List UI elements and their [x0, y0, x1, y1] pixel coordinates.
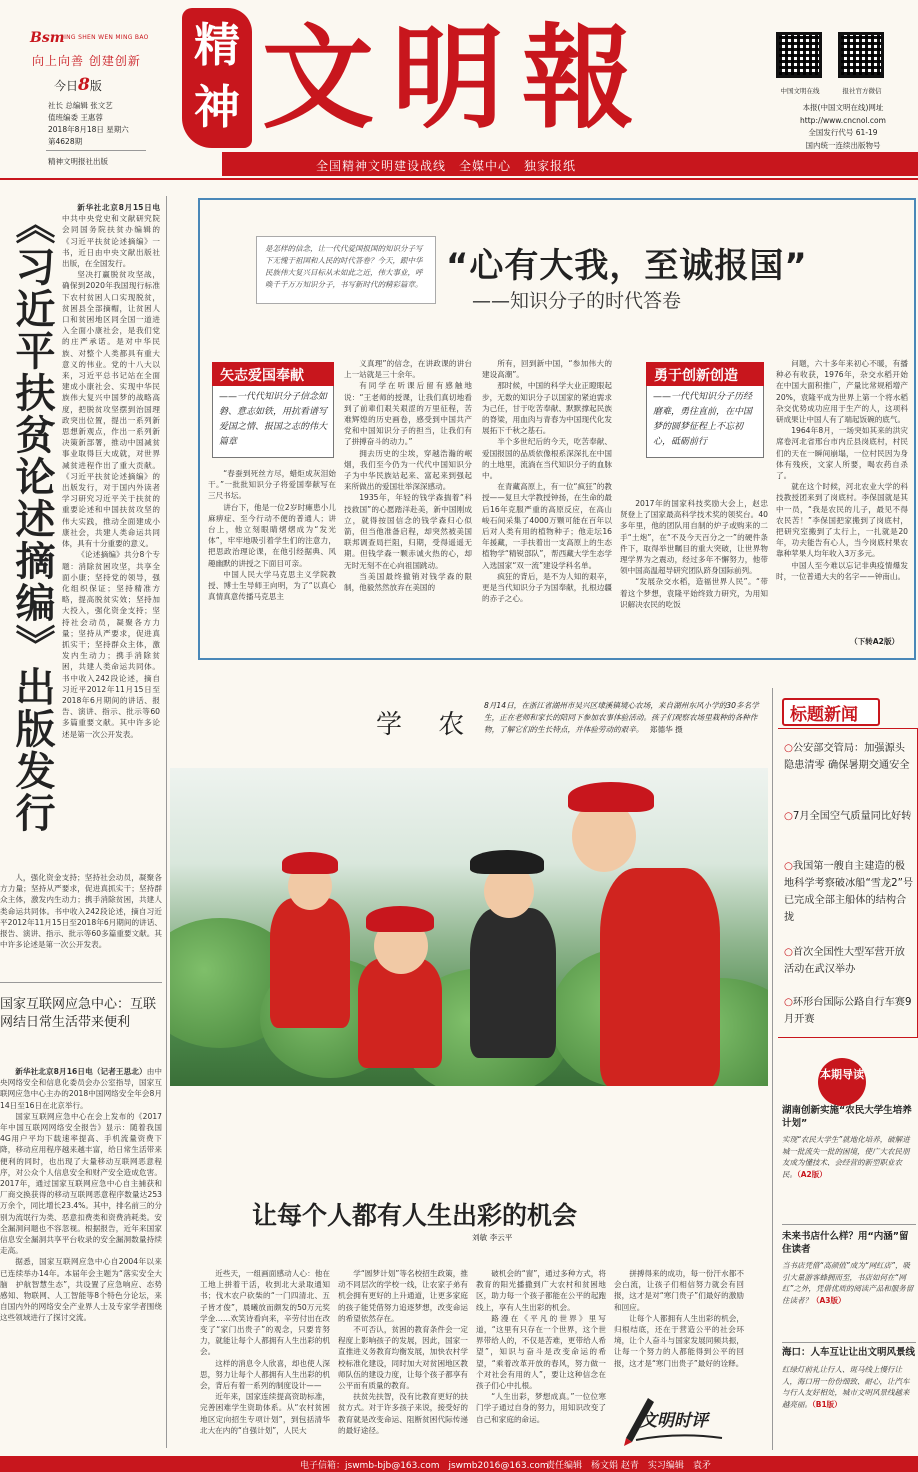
bottom-column	[338, 1268, 468, 1450]
paragraph: 国家互联网应急中心在会上发布的《2017年中国互联网网络安全报告》显示：随着我国4G用户平均下载速率提高、手机流量资费下降，移动应用程序越来越丰富，给日常生活带来便利的同时，也出现了大量移动互联网恶意程序，对公众个人信息安全和财产安全造成危害。2017年，通过国家互联网应急中心自主捕获和厂商交换获得的移动互联网恶意程序数量达253万余个，同比增长23.4%。其中，排名前三的分别为流氓行为类、恶意扣费类和资费消耗类。安全漏洞问题也不容忽视。根据报告，近年来国家信息安全漏洞共享平台收录的安全漏洞数量持续走高。	[0, 1111, 162, 1256]
photo-caption	[484, 700, 760, 736]
paragraph: 中国人至今难以忘记非典疫情爆发时，一位普通大夫的名字——钟南山。	[776, 560, 908, 581]
slogan: 向上向善 创建创新	[32, 54, 141, 68]
paragraph: 近些天，一组画面感动人心：他在工地上拼着干活，收到北大录取通知书；伐木农户砍柴的“一门四清北、五子皆才俊”，晨曦放而颇发的50万元奖学金……欢笑诗看向来，辛劳付出在改变了“家门出贵子”的观念，只要肯努力，就能让每个人都拥有人生出彩的机会。	[200, 1269, 330, 1357]
header-rule	[0, 178, 918, 180]
guide-page-ref: （B1版）	[812, 1399, 842, 1409]
guide-item-body: 实现“农民大学生”就地化培养，破解进城一批流失一批的困境，使广大农民朋友成为懂技术、会经营的新型职业农民。（A2版）	[782, 1135, 910, 1179]
section-pill: 矢志爱国奉献	[212, 362, 334, 386]
bullet-icon: ○	[784, 743, 793, 754]
column-divider	[166, 196, 167, 1448]
guide-item-title[interactable]: 未来书店什么样？用“内涵”留住读者	[782, 1231, 909, 1255]
news-item[interactable]	[784, 994, 914, 1028]
guide-badge: 本期导读	[818, 1058, 866, 1106]
paragraph: 拼搏得来的成功，每一份汗水都不会白流，让孩子们相信努力就会有回报，这才是对“寒门贵子”们最好的激励和回应。	[614, 1269, 744, 1312]
bullet-icon: ○	[784, 947, 793, 958]
news-item[interactable]	[784, 944, 914, 978]
continued-link[interactable]: （下转A2版）	[850, 637, 900, 646]
paragraph: 拥去历史的尘埃，穿越浩瀚的岷烟，我们至今仍为一代代中国知识分子为中华民族站起来、富起来到强起来所做出的爱国壮举深深感动。	[344, 448, 472, 492]
paragraph: 当美国最终撤销对钱学森的限制，他毅然然放弃在美国的	[344, 571, 472, 593]
header-divider	[46, 150, 146, 151]
brand-pinyin: JING SHEN WEN MING BAO	[62, 34, 149, 41]
guide-item-body: 当书店凭借“高颜值”成为“网红店”，吸引大量游客蜂拥而至，书店如何在“网红”之外，凭借优质的阅读产品和服务留住读者？（A3版）	[782, 1261, 914, 1305]
today-unit: 版	[89, 79, 102, 93]
news-item-text: 公安部交管局：加强源头隐患清零 确保暑期交通安全	[784, 743, 910, 771]
guide-item-title[interactable]: 海口：人车互让让出文明风景线	[782, 1347, 916, 1358]
paragraph: “发展杂交水稻，造福世界人民”。“带着这个梦想，袁隆平始终致力研究，为用知识解决农民的吃饭	[620, 577, 768, 609]
tagline: 全国精神文明建设战线 全媒中心 独家报纸	[316, 159, 577, 173]
photo-credit: 郑德华 摄	[649, 725, 683, 734]
lead-article-continue	[0, 872, 162, 962]
staff-line: 第4628期	[48, 137, 83, 146]
caption-text: 8月14日，在浙江省湖州市吴兴区埭溪镇境心农场，来自湖州东风小学的30多名学生，正在老师和家长的陪同下参加农事体验活动。孩子们观察农场里栽种的各种作物，了解它们的生长特点，并体验劳动的艰辛。	[484, 701, 759, 734]
photo-section-title: 学 农	[376, 710, 479, 740]
news-item-text: 首次全国性大型军营开放活动在武汉举办	[784, 947, 905, 975]
dateline: 新华社北京8月15日电	[77, 203, 160, 212]
paragraph: 近年来，国家连续提高资助标准，完善困难学生资助体系。从“农村贫困地区定向招生专项计划”，到包括清华北大在内的“自强计划”，人民大	[200, 1392, 330, 1435]
feature-title: “心有大我，至诚报国”	[446, 246, 808, 286]
news-item[interactable]	[784, 740, 914, 774]
paragraph: 义真理”的信念，在讲政课的讲台上一站就是三十余年。	[344, 359, 472, 380]
staff-line: 2018年8月18日 星期六	[48, 125, 129, 134]
news-item-text: 7月全国空气质量同比好转	[792, 811, 912, 822]
paragraph: 路漫在《平凡的世界》里写道，“这里有只存在一个世界，这个世界带给人的，不仅是苦难，更带给人希望”，知识与奋斗是改变命运的希望，“乘着改革开放的春风，努力做一个对社会有用的人”，要让这种信念在孩子们心中扎根。	[476, 1313, 606, 1391]
second-headline: 国家互联网应急中心：互联网结日常生活带来便利	[0, 997, 157, 1030]
second-article-body	[0, 1066, 162, 1428]
today-pages	[54, 75, 102, 95]
paragraph: “春蚕到死丝方尽，蜡炬成灰泪始干。”一批批知识分子将爱国奉献写在三尺书坛。	[208, 469, 336, 501]
bottom-column	[476, 1268, 606, 1450]
bullet-icon: ○	[784, 811, 793, 822]
staff-line: 社长 总编辑 张文艺	[48, 101, 113, 110]
column-divider	[0, 982, 162, 983]
qr-label: 中国文明在线	[780, 87, 820, 95]
feature-column	[344, 358, 472, 648]
news-item-text: 我国第一艘自主建造的极地科学考察破冰船“雪龙2”号已完成全部主船体的结构合拢	[784, 861, 914, 923]
lead-article-body	[62, 202, 160, 870]
paragraph: 这样的消息令人欣喜，却也使人深思，努力让每个人都拥有人生出彩的机会，背后有着一系列的制度设计——	[200, 1358, 330, 1391]
masthead-seal: 精神	[182, 8, 252, 148]
paragraph: 让每个人都拥有人生出彩的机会，归根结底，还在于营造公平的社会环境，让个人奋斗与国家发展同频共振，让每一个努力的人都能得到公平的回报，这才是“寒门出贵子”最好的诠释。	[614, 1313, 744, 1368]
paragraph: 在青藏高原上，有一位“疯狂”的教授——复旦大学教授钟扬，在生命的最后16年克服严重的高原反应，在高山峻石间采集了4000万颗可能在百年以后对人类有用的植物种子；他走坛16年援藏，一手扶着出一支高原上的生态植物学“精锐部队”，帮西藏大学生态学入选国家“双一流”建设学科名单。	[482, 482, 612, 570]
contact-line: 国内统一连续出版物号	[805, 140, 881, 150]
paragraph: 学“圆梦计划”等名校招生政策，推动不同层次的学校一线，让农家子弟有机会拥有更好的上升通道，让更多家庭的孩子能凭借努力追逐梦想，改变命运的希望依然存在。	[338, 1269, 468, 1323]
commentary-stamp: 文明时评	[640, 1411, 708, 1431]
contact-line: 全国发行代号 61-19	[808, 128, 878, 137]
paragraph: 问题，六十多年来初心不暖，有播种必有收获，1976年，杂交水稻开始在中国大面积推广，产量比常规稻增产20%，袁隆平成为世界上第一个将水稻杂交优势成功应用于生产的人，这项科研成果让中国人有了端起饭碗的底气。	[776, 359, 908, 425]
paragraph: 疯狂的背后，是不为人知的艰辛，更是当代知识分子为国奉献，扎根边疆的赤子之心。	[482, 571, 612, 604]
bottom-column	[614, 1268, 744, 1386]
guide-divider	[782, 1224, 916, 1225]
guide-item-title[interactable]: 湖南创新实施“农民大学生培养计划”	[782, 1105, 912, 1129]
paragraph: 1964年8月，一场突如其来的洪灾席卷河北省邢台市内丘县岗底村，村民们的天在一瞬间崩塌，一位村民因为身体有残疾，文家人所要，喝农药自杀了。	[776, 426, 908, 481]
paragraph: 2017年的国家科技奖励大会上，赵忠贤登上了国家最高科学技术奖的领奖台。40多年里，他的团队用自制的炉子或购来的二手“土炮”，在“不及今天百分之一”的硬件条件下，取得举世瞩目的重大突破，让世界物理学界为之震动，经过多年不懈努力，他带领中国高温超导研究团队跻身国际前列。	[620, 499, 768, 576]
guide-item-body: 红绿灯前礼让行人、斑马线上慢行让人，海口用一份份细致、耐心，让汽车与行人友好相处，城市文明风景线越来越亮丽。（B1版）	[782, 1365, 910, 1409]
paragraph: 由中央网络安全和信息化委员会办公室指导，国家互联网应急中心主办的2018中国网络安全年会8月14日至16日在北京举行。	[0, 1067, 162, 1110]
bottom-byline: 刘敏 李云平	[472, 1233, 513, 1242]
bullet-icon: ○	[784, 997, 793, 1008]
paragraph: 讲台下，他是一位2岁时瘫患小儿麻痹症、至今行动不便的普通人；讲台上，他立刻眼睛熠熠成为“发光体”，牢牢地吸引着学生们的注意力，把思政治理论课，在他引经据典、风趣幽默的讲授之下面目可亲。	[208, 502, 336, 568]
paragraph: 1935年，年轻的钱学森揣着“科技救国”的心愿踏洋赴美，新中国刚成立，就得按国信念的钱学森归心似箭，但当他准备启程，却突然被美国联邦调查局拦阻，归期，受得遥遥无期。但钱学森一颗赤诚火热的心，却无时无刻不在心向祖国跳动。	[344, 493, 472, 570]
section-pill: 勇于创新创造	[646, 362, 764, 386]
bullet-icon: ○	[784, 861, 793, 872]
news-item[interactable]	[784, 858, 914, 926]
paragraph: 所有，回到新中国，“参加伟大的建设高潮”。	[482, 359, 612, 380]
footer-editors: 责任编辑 杨文娟 赵青 实习编辑 袁矛	[546, 1461, 711, 1471]
paragraph: 有同学在听课后留有感触地说：“王老师的授课，让我们真切地看到了前辈们艰关艰涩的万里征程，苦难辉煌的历史画卷，感受到中国共产党和中国知识分子的担当，让我们有了拼搏奋斗的动力。”	[344, 381, 472, 447]
guide-page-ref: （A3版）	[812, 1295, 846, 1305]
news-item[interactable]	[784, 808, 914, 825]
paragraph: 不可否认，贫困的教育条件会一定程度上影响孩子的发展，因此，国家一直推进义务教育均衡发展，加快农村学校标准化建设，同时加大对贫困地区教师队伍的建设力度，让每个孩子都享有公平而有质量的教育。	[338, 1325, 468, 1391]
contact-line: 本报(中国文明在线)网址	[802, 103, 884, 112]
paragraph: 扶贫先扶智，没有比教育更好的扶贫方式。对于许多孩子来说，接受好的教育就是改变命运、阻断贫困代际传递的最好途径。	[338, 1392, 468, 1435]
guide-page-ref: （A2版）	[797, 1169, 827, 1179]
news-header: 标题新闻	[790, 705, 858, 725]
section-pill-body: ——一代代知识分子历经磨难，勇往直前，在中国梦的圆梦征程上不忘初心，砥砺前行	[646, 386, 764, 458]
paragraph: “人生出彩，梦想成真。”一位位寒门学子通过自身的努力，用知识改变了自己和家庭的命运。	[476, 1392, 606, 1424]
paragraph: 中国人民大学马克思主义学院教授、博士生导师王向明，为了“以真心真情真意传播马克思主	[208, 569, 336, 602]
feature-column	[208, 468, 336, 648]
section-pill-body: ——一代代知识分子信念如磐、意志如铁，用抗看谱写爱国之情、报国之志的伟大篇章	[212, 386, 334, 458]
feature-quote: 是怎样的信念，让一代代爱国报国的知识分子写下无愧于祖国和人民的时代答卷？今天，跟中华民族伟大复兴目标从未如此之近，伟大事业，呼唤千千万万知识分子，书写新时代的精彩篇章。	[256, 236, 436, 304]
today-count: 8	[78, 75, 90, 95]
bottom-column	[200, 1268, 330, 1450]
paragraph: 半个多世纪后的今天，吃苦奉献、爱国报国的品质依像根系深深扎在中国的土地里，流淌在当代知识分子的血脉中。	[482, 437, 612, 481]
qr-label: 报社官方微信	[842, 87, 882, 95]
qr-code-icon	[838, 32, 884, 78]
bottom-article-title: 让每个人都有人生出彩的机会	[252, 1201, 578, 1230]
today-label: 今日	[54, 79, 79, 93]
website-link[interactable]: http://www.cncnol.com	[800, 115, 886, 125]
paragraph: 破机会的“窗”，通过多种方式，将教育的阳光播撒到广大农村和贫困地区，助力每一个孩子都能在公平的起跑线上，享有人生出彩的机会。	[476, 1269, 606, 1312]
paragraph: 就在这个时候，河北农业大学的科技教授团来到了岗底村。李保国就是其中一员，“我是农民的儿子，最见不得农民苦！”李保国把家搬到了岗底村，把研究室搬到了太行上，一扎就是20年，功夫能告有心人，当今岗底村果农靠种苹果人均年收入3万多元。	[776, 482, 908, 559]
guide-divider	[782, 1342, 916, 1343]
paragraph: 《论述摘编》共分8个专题：消除贫困攻坚，共享全面小康；坚持党的领导，强化组织保证；坚持精准方略，提高脱贫实效；坚持加大投入，强化资金支持；坚持社会动员，凝聚各方力量；坚持从严要求，促进真抓实干；坚持群众主体，激发内生动力；携手消除贫困，共建人类命运共同体。书中收入242段论述，摘自习近平2012年11月15日至2018年6月期间的讲话、报告、演讲、指示、批示等60多篇重要文献。其中许多论述是第一次公开发表。	[62, 550, 160, 739]
qr-code-icon	[776, 32, 822, 78]
news-item-text: 环形台国际公路自行车赛9月开赛	[784, 997, 912, 1025]
feature-column	[482, 358, 612, 648]
paragraph: 那时候，中国的科学大业正瞪眼起步，无数的知识分子以国家的紧迫需求为己任，甘于吃苦奉献、默默撑起民族的脊梁，用血肉与青春为中国现代化发展拓下千秋之基石。	[482, 381, 612, 436]
paragraph: 坚决打赢脱贫攻坚战，确保到2020年我国现行标准下农村贫困人口实现脱贫，贫困县全部摘帽，让贫困人口和贫困地区同全国一道进入全面小康社会，是我们党的庄严承诺。是对中华民族、对整个人类都具有重大意义的伟业。党的十八大以来，习近平总书记站在全面建成小康社会、实现中华民族伟大复兴中国梦的战略高度，把脱贫攻坚摆到治国理政突出位置，提出一系列新思想新观点，作出一系列新决策新部署，推动中国减贫事业取得巨大成就，对世界减贫进程作出了重大贡献。《习近平扶贫论述摘编》的出版发行，对于国内外读者学习研究习近平关于扶贫的重要论述和中国扶贫攻坚的伟大实践，推动全面建成小康社会，共建人类命运共同体，具有十分重要的意义。	[62, 270, 160, 549]
masthead-title: 文明報	[262, 13, 652, 144]
staff-list	[48, 100, 129, 148]
column-divider	[772, 688, 773, 1450]
paragraph: 据悉，国家互联网应急中心自2004年以来已连续举办14年。本届年会主题为“落实安全大脑 护航智慧生态”，共设置了应急响应、态势感知、物联网、人工智能等8个特色分论坛，来自国内外的网络安全产业界人士及专家学者围绕这些领域进行了探讨交流。	[0, 1257, 162, 1323]
lead-headline: 《习近平扶贫论述摘编》出版发行	[9, 204, 55, 834]
dateline: 新华社北京8月16日电（记者王思北）	[15, 1067, 147, 1076]
publisher: 精神文明报社出版	[48, 157, 108, 166]
staff-line: 值班编委 王惠蓉	[48, 113, 103, 122]
brand-logo: Bsm	[30, 30, 65, 46]
footer-email: 电子信箱：jswmb-bjb@163.com jswmb2016@163.com	[300, 1461, 549, 1471]
paragraph: 人，强化资金支持；坚持社会动员，凝聚各方力量；坚持从严要求，促进真抓实干；坚持群众主体，激发内生动力；携手消除贫困，共建人类命运共同体。书中收入242段论述，摘自习近平2012年11月15日至2018年6月期间的讲话、报告、演讲、指示、批示等60多篇重要文献。其中许多论述是第一次公开发表。	[0, 873, 162, 950]
feature-subtitle: ——知识分子的时代答卷	[472, 290, 682, 312]
feature-column	[776, 358, 908, 640]
paragraph: 中共中央党史和文献研究院会同国务院扶贫办编辑的《习近平扶贫论述摘编》一书，近日由中央文献出版社出版，在全国发行。	[62, 214, 160, 269]
news-photo	[170, 768, 768, 1086]
feature-column	[620, 498, 768, 648]
